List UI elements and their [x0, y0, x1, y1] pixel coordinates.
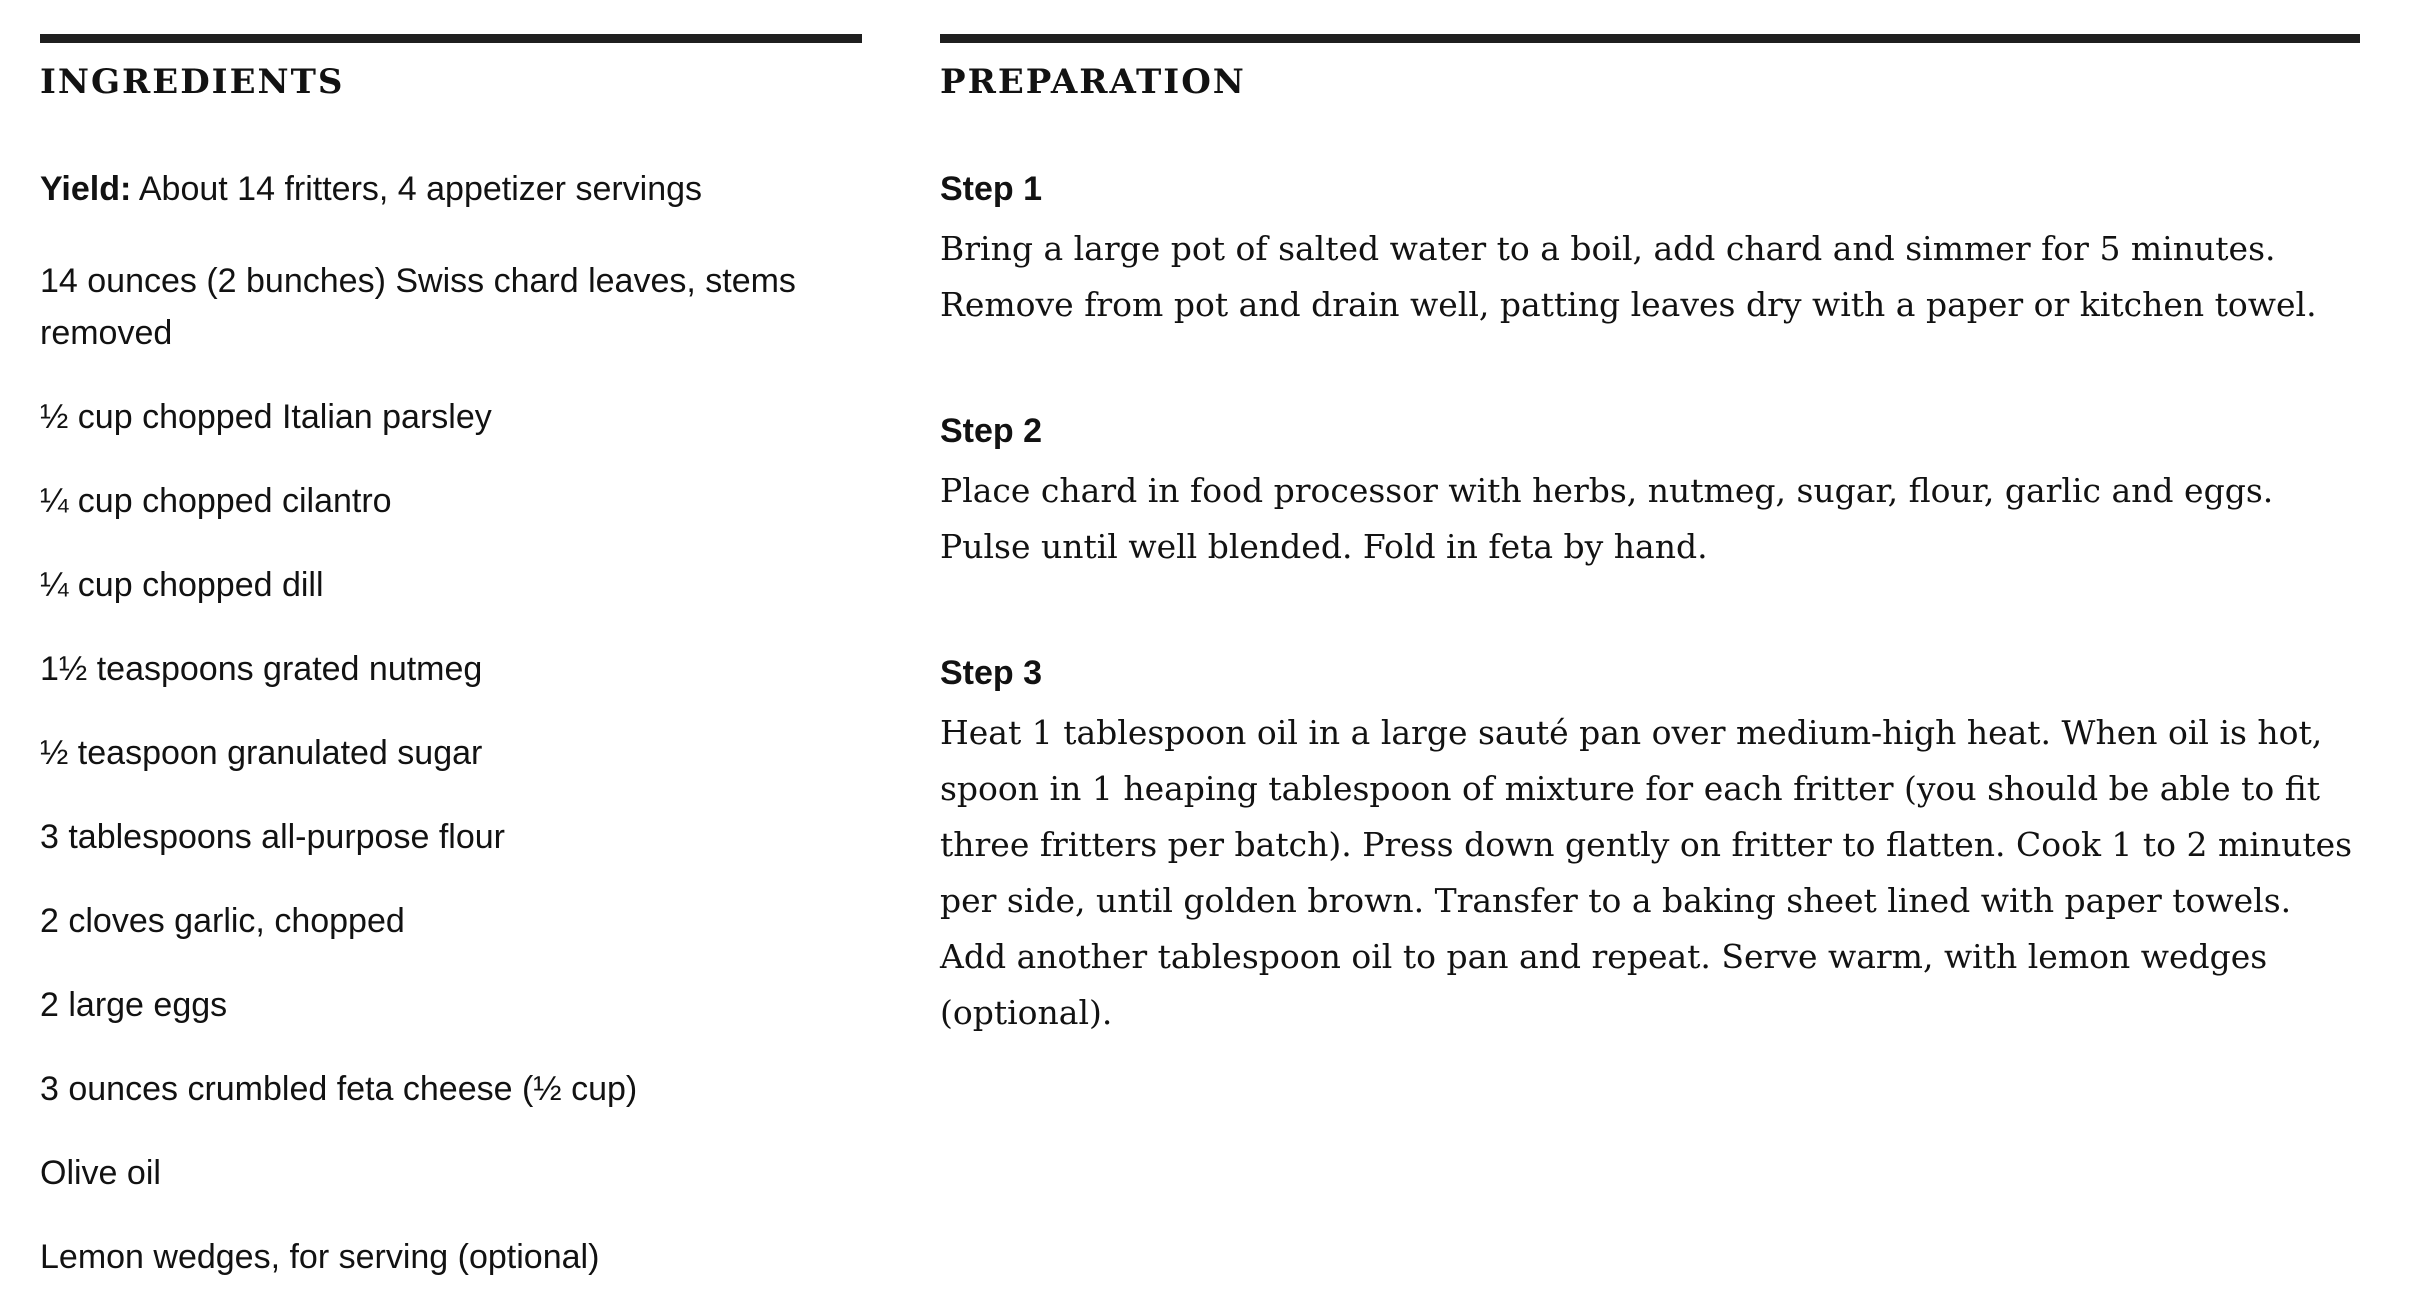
- yield-label: Yield:: [40, 170, 132, 208]
- preparation-top-rule: [940, 34, 2360, 43]
- ingredients-heading: INGREDIENTS: [40, 62, 345, 102]
- step-text: Place chard in food processor with herbs, nutmeg, sugar, flour, garlic and eggs. Pulse until well blended. Fold in feta by hand.: [940, 471, 2274, 566]
- step-text: Heat 1 tablespoon oil in a large sauté pan over medium-high heat. When oil is hot, spoon in 1 heaping tablespoon of mixture for each fritter (you should be able to fit three fritters per batch). Press down gently on fritter to flatten. Cook 1 to 2 minutes per side, until golden brown. Transfer to a baking sheet lined with paper towels. Add another tablespoon oil to pan and repeat. Serve warm, with lemon wedges (optional).: [940, 713, 2353, 1032]
- step-list: [940, 163, 2360, 1041]
- ingredient-item: ¼ cup chopped dill: [40, 566, 324, 604]
- preparation-heading: PREPARATION: [940, 62, 1246, 102]
- ingredient-item: Olive oil: [40, 1154, 161, 1192]
- step-label: Step 1: [940, 170, 1043, 208]
- ingredient-item: ¼ cup chopped cilantro: [40, 482, 392, 520]
- yield-value: About 14 fritters, 4 appetizer servings: [131, 170, 703, 208]
- ingredient-item: 3 ounces crumbled feta cheese (½ cup): [40, 1070, 638, 1108]
- step-label: Step 3: [940, 654, 1043, 692]
- step-1: [940, 163, 2360, 333]
- ingredient-list: [40, 255, 862, 1283]
- ingredient-item: ½ cup chopped Italian parsley: [40, 398, 492, 436]
- ingredient-item: 3 tablespoons all-purpose flour: [40, 818, 505, 856]
- step-text: Bring a large pot of salted water to a boil, add chard and simmer for 5 minutes. Remove from pot and drain well, patting leaves dry with a paper or kitchen towel.: [940, 229, 2317, 324]
- step-label: Step 2: [940, 412, 1043, 450]
- ingredient-item: 2 large eggs: [40, 986, 228, 1024]
- ingredient-item: 14 ounces (2 bunches) Swiss chard leaves, stems removed: [40, 262, 796, 352]
- ingredients-section: [40, 34, 862, 1315]
- step-2: [940, 405, 2360, 575]
- yield: [40, 163, 862, 215]
- ingredient-item: 2 cloves garlic, chopped: [40, 902, 405, 940]
- ingredient-item: 1½ teaspoons grated nutmeg: [40, 650, 483, 688]
- step-3: [940, 647, 2360, 1041]
- ingredients-top-rule: [40, 34, 862, 43]
- preparation-section: [940, 34, 2360, 1113]
- ingredient-item: ½ teaspoon granulated sugar: [40, 734, 483, 772]
- ingredient-item: Lemon wedges, for serving (optional): [40, 1238, 600, 1276]
